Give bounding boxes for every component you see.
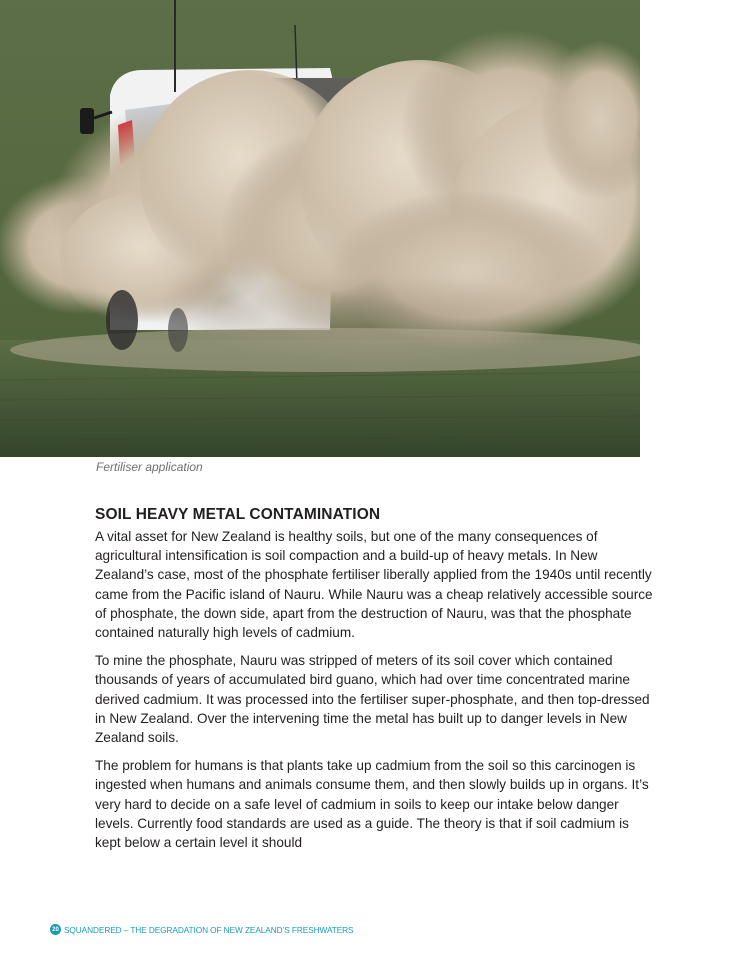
page-footer <box>50 924 354 935</box>
page-number-badge: 20 <box>50 924 61 935</box>
section-heading: SOIL HEAVY METAL CONTAMINATION <box>95 506 381 523</box>
footer-title: SQUANDERED – THE DEGRADATION OF NEW ZEALAND’S FRESHWATERS <box>64 924 354 935</box>
fertiliser-truck-image <box>0 0 640 457</box>
fertiliser-photo <box>0 0 640 457</box>
photo-caption: Fertiliser application <box>96 460 203 474</box>
paragraph: A vital asset for New Zealand is healthy soils, but one of the many consequences of agricultural intensification is soil compaction and a build-up of heavy metals. In New Zealand’s case, most of the phosphate fertiliser liberally applied from the 1940s until recently came from the Pacific island of Nauru. While Nauru was a cheap relatively accessible source of phosphate, the down side, apart from the destruction of Nauru, was that the phosphate contained naturally high levels of cadmium. <box>95 529 653 641</box>
paragraph: The problem for humans is that plants take up cadmium from the soil so this carcinogen is ingested when humans and animals consume them, and then slowly builds up in organs. It’s very hard to decide on a safe level of cadmium in soils to keep our intake below danger levels. Currently food standards are used as a guide. The theory is that if soil cadmium is kept below a certain level it should <box>95 758 649 851</box>
article <box>95 506 655 861</box>
paragraph: To mine the phosphate, Nauru was stripped of meters of its soil cover which contained thousands of years of accumulated bird guano, which had over time concentrated marine derived cadmium. It was processed into the fertiliser super-phosphate, and then top-dressed in New Zealand. Over the intervening time the metal has built up to danger levels in New Zealand soils. <box>95 653 650 746</box>
